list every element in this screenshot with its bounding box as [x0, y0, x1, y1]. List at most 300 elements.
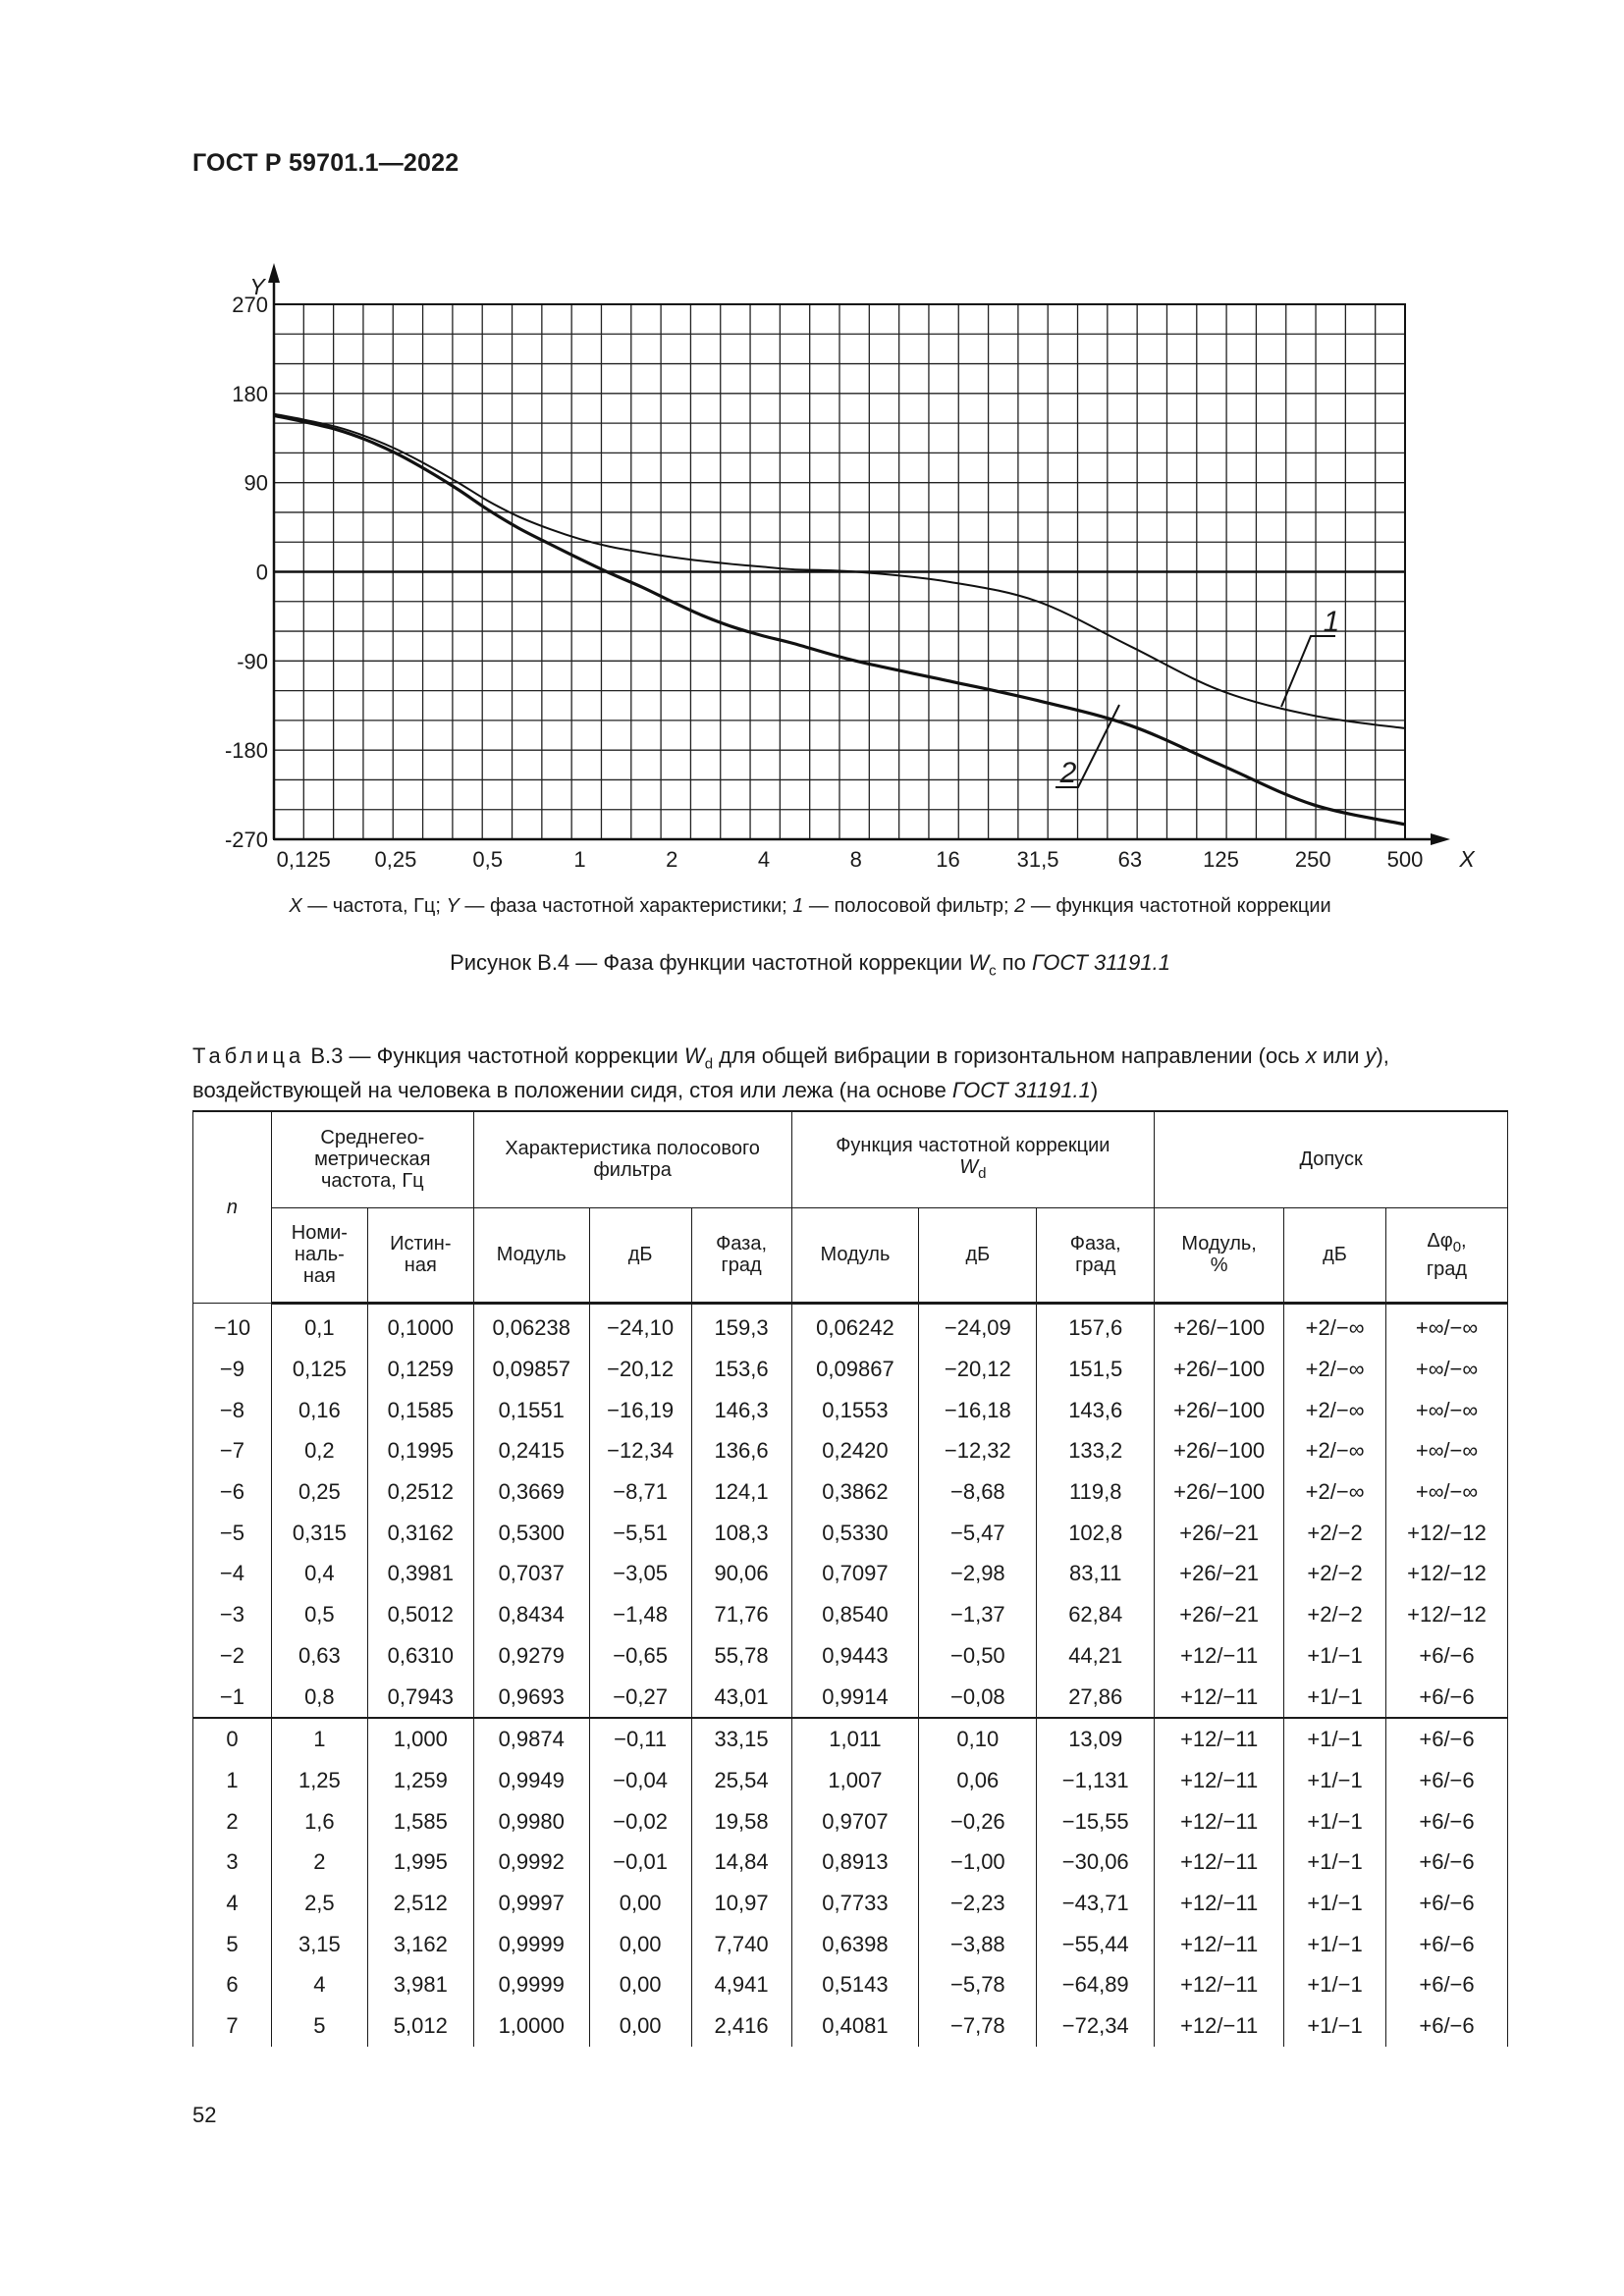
- table-cell: −3,05: [589, 1554, 691, 1595]
- table-cell: 90,06: [691, 1554, 791, 1595]
- table-cell: 0,7733: [791, 1883, 919, 1924]
- x-tick-label: 31,5: [1016, 847, 1059, 872]
- table-cell: +1/−1: [1284, 1718, 1386, 1760]
- table-cell: 0,5330: [791, 1513, 919, 1554]
- table-cell: 1,259: [367, 1760, 473, 1801]
- table-cell: 0,10: [919, 1718, 1037, 1760]
- table-cell: 0,2512: [367, 1471, 473, 1513]
- table-cell: 3,162: [367, 1924, 473, 1965]
- table-cell: −0,50: [919, 1635, 1037, 1677]
- table-row: [193, 1842, 1508, 1883]
- table-cell: 0,9874: [473, 1718, 589, 1760]
- table-cell: 3,981: [367, 1965, 473, 2006]
- table-cell: −5,51: [589, 1513, 691, 1554]
- table-cell: −1,37: [919, 1594, 1037, 1635]
- table-cell: 0,09857: [473, 1349, 589, 1390]
- table-cell: −12,34: [589, 1431, 691, 1472]
- table-cell: 0,315: [271, 1513, 367, 1554]
- table-cell: 1: [271, 1718, 367, 1760]
- th-band-db: дБ: [589, 1207, 691, 1303]
- th-func: Функция частотной коррекции $W_d$: [791, 1111, 1155, 1207]
- table-cell: 25,54: [691, 1760, 791, 1801]
- table-cell: +∞/−∞: [1386, 1390, 1508, 1431]
- table-cell: 5: [271, 2005, 367, 2047]
- table-cell: −7,78: [919, 2005, 1037, 2047]
- table-cell: 0,09867: [791, 1349, 919, 1390]
- table-cell: +1/−1: [1284, 1883, 1386, 1924]
- table-cell: +12/−12: [1386, 1594, 1508, 1635]
- table-row: [193, 1349, 1508, 1390]
- table-cell: +12/−11: [1155, 1842, 1284, 1883]
- legend-text-2: — функция частотной коррекции: [1025, 895, 1331, 917]
- table-cell: +6/−6: [1386, 1842, 1508, 1883]
- table-cell: 0,3862: [791, 1471, 919, 1513]
- table-cell: −5,47: [919, 1513, 1037, 1554]
- y-tick-label: -180: [224, 738, 268, 764]
- x-tick-label: 500: [1386, 847, 1424, 872]
- table-row: [193, 1718, 1508, 1760]
- table-title-w: W: [683, 1043, 705, 1068]
- table-cell: +2/−∞: [1284, 1471, 1386, 1513]
- table-cell: 62,84: [1037, 1594, 1155, 1635]
- table-body: [193, 1303, 1508, 2047]
- table-cell: 0,7097: [791, 1554, 919, 1595]
- table-cell: 1,995: [367, 1842, 473, 1883]
- table-cell: 157,6: [1037, 1303, 1155, 1349]
- table-cell: +6/−6: [1386, 1760, 1508, 1801]
- table-cell: 2: [193, 1801, 272, 1842]
- table-cell: 0,1585: [367, 1390, 473, 1431]
- table-cell: 5: [193, 1924, 272, 1965]
- table-cell: 43,01: [691, 1677, 791, 1719]
- table-cell: +6/−6: [1386, 1635, 1508, 1677]
- table-cell: 19,58: [691, 1801, 791, 1842]
- table-cell: −5,78: [919, 1965, 1037, 2006]
- table-cell: −64,89: [1037, 1965, 1155, 2006]
- table-cell: −0,02: [589, 1801, 691, 1842]
- series-label-1: 1: [1323, 606, 1340, 638]
- table-cell: 0,3669: [473, 1471, 589, 1513]
- table-cell: 0,8: [271, 1677, 367, 1719]
- table-cell: 55,78: [691, 1635, 791, 1677]
- table-cell: +26/−21: [1155, 1513, 1284, 1554]
- table-row: [193, 1390, 1508, 1431]
- table-cell: 2,416: [691, 2005, 791, 2047]
- table-cell: 0,5143: [791, 1965, 919, 2006]
- table-cell: 0,5300: [473, 1513, 589, 1554]
- table-label: Таблица: [192, 1043, 305, 1068]
- table-cell: 7: [193, 2005, 272, 2047]
- table-cell: 1,000: [367, 1718, 473, 1760]
- table-cell: 1,25: [271, 1760, 367, 1801]
- table-row: [193, 1760, 1508, 1801]
- table-cell: 1,6: [271, 1801, 367, 1842]
- table-title-p3: или: [1316, 1043, 1366, 1068]
- table-cell: −8,68: [919, 1471, 1037, 1513]
- table-cell: +12/−11: [1155, 1635, 1284, 1677]
- table-cell: −12,32: [919, 1431, 1037, 1472]
- table-cell: 108,3: [691, 1513, 791, 1554]
- table-cell: +26/−21: [1155, 1594, 1284, 1635]
- table-cell: 0,00: [589, 2005, 691, 2047]
- table-cell: 0,2415: [473, 1431, 589, 1472]
- table-row: [193, 1303, 1508, 1349]
- table-cell: 0,7037: [473, 1554, 589, 1595]
- table-cell: 0,9693: [473, 1677, 589, 1719]
- series-label-2: 2: [1059, 757, 1077, 789]
- x-tick-label: 63: [1117, 847, 1143, 872]
- legend-x-text: — частота, Гц;: [301, 895, 447, 917]
- table-cell: 0,25: [271, 1471, 367, 1513]
- table-cell: 0,1: [271, 1303, 367, 1349]
- table-cell: 153,6: [691, 1349, 791, 1390]
- table-cell: +12/−11: [1155, 2005, 1284, 2047]
- table-cell: 27,86: [1037, 1677, 1155, 1719]
- table-cell: 4: [193, 1883, 272, 1924]
- th-true: Истин- ная: [367, 1207, 473, 1303]
- chart-grid: [268, 263, 1450, 845]
- table-cell: +2/−2: [1284, 1513, 1386, 1554]
- table-cell: −2,98: [919, 1554, 1037, 1595]
- table-cell: −7: [193, 1431, 272, 1472]
- y-tick-label: -90: [237, 649, 268, 674]
- table-cell: +6/−6: [1386, 1801, 1508, 1842]
- table-cell: 6: [193, 1965, 272, 2006]
- table-cell: −24,09: [919, 1303, 1037, 1349]
- table-cell: 0,16: [271, 1390, 367, 1431]
- table-cell: 0,1551: [473, 1390, 589, 1431]
- table-cell: 83,11: [1037, 1554, 1155, 1595]
- table-title-p4: ), воздействующей на человека в положении сидя, стоя или лежа (на основе: [192, 1043, 1389, 1103]
- table-cell: 143,6: [1037, 1390, 1155, 1431]
- table-cell: 0,8434: [473, 1594, 589, 1635]
- table-cell: 0,1995: [367, 1431, 473, 1472]
- table-cell: 0,9914: [791, 1677, 919, 1719]
- table-cell: 0,8913: [791, 1842, 919, 1883]
- legend-y-symbol: Y: [446, 895, 460, 917]
- legend-text-1: — полосовой фильтр;: [803, 895, 1015, 917]
- table-cell: 133,2: [1037, 1431, 1155, 1472]
- table-cell: 0,6310: [367, 1635, 473, 1677]
- table-cell: −8,71: [589, 1471, 691, 1513]
- y-tick-label: 180: [232, 381, 268, 406]
- table-cell: +2/−∞: [1284, 1431, 1386, 1472]
- table-cell: +6/−6: [1386, 1965, 1508, 2006]
- table-title-y: y: [1365, 1043, 1377, 1068]
- table-cell: −9: [193, 1349, 272, 1390]
- table-cell: −15,55: [1037, 1801, 1155, 1842]
- caption-ref: ГОСТ 31191.1: [1031, 950, 1170, 975]
- legend-x-symbol: X: [289, 895, 302, 917]
- table-cell: 151,5: [1037, 1349, 1155, 1390]
- table-cell: +∞/−∞: [1386, 1431, 1508, 1472]
- table-cell: −1,00: [919, 1842, 1037, 1883]
- table-cell: −0,01: [589, 1842, 691, 1883]
- table-cell: −20,12: [919, 1349, 1037, 1390]
- th-func-phase: Фаза, град: [1037, 1207, 1155, 1303]
- table-cell: +∞/−∞: [1386, 1303, 1508, 1349]
- table-cell: 102,8: [1037, 1513, 1155, 1554]
- table-cell: −1: [193, 1677, 272, 1719]
- table-cell: 0,00: [589, 1883, 691, 1924]
- table-cell: −30,06: [1037, 1842, 1155, 1883]
- table-cell: −0,04: [589, 1760, 691, 1801]
- th-nominal: Номи- наль- ная: [271, 1207, 367, 1303]
- table-cell: +1/−1: [1284, 1760, 1386, 1801]
- table-cell: −0,08: [919, 1677, 1037, 1719]
- table-cell: 146,3: [691, 1390, 791, 1431]
- th-tol-modulus: Модуль, %: [1155, 1207, 1284, 1303]
- th-band-phase: Фаза, град: [691, 1207, 791, 1303]
- table-cell: 0,9707: [791, 1801, 919, 1842]
- table-cell: −6: [193, 1471, 272, 1513]
- table-cell: 159,3: [691, 1303, 791, 1349]
- table-cell: 1,585: [367, 1801, 473, 1842]
- table-cell: −0,26: [919, 1801, 1037, 1842]
- table-cell: +2/−∞: [1284, 1390, 1386, 1431]
- x-tick-label: 2: [666, 847, 678, 872]
- table-cell: −1,131: [1037, 1760, 1155, 1801]
- table-row: [193, 2005, 1508, 2047]
- table-cell: −5: [193, 1513, 272, 1554]
- table-title-w-sub: d: [704, 1055, 714, 1073]
- table-row: [193, 1431, 1508, 1472]
- table-cell: 0,9992: [473, 1842, 589, 1883]
- table-cell: +2/−∞: [1284, 1349, 1386, 1390]
- table-row: [193, 1677, 1508, 1719]
- table-cell: −3: [193, 1594, 272, 1635]
- table-cell: +26/−100: [1155, 1471, 1284, 1513]
- table-cell: 136,6: [691, 1431, 791, 1472]
- table-cell: +1/−1: [1284, 1677, 1386, 1719]
- table-cell: 0,2: [271, 1431, 367, 1472]
- table-row: [193, 1471, 1508, 1513]
- table-cell: −10: [193, 1303, 272, 1349]
- table-cell: +1/−1: [1284, 1801, 1386, 1842]
- x-tick-label: 0,25: [374, 847, 417, 872]
- table-cell: −55,44: [1037, 1924, 1155, 1965]
- table-cell: −2,23: [919, 1883, 1037, 1924]
- x-tick-label: 0,5: [472, 847, 503, 872]
- table-row: [193, 1924, 1508, 1965]
- table-cell: 33,15: [691, 1718, 791, 1760]
- table-cell: 3: [193, 1842, 272, 1883]
- x-axis-label: X: [1459, 846, 1475, 872]
- table-cell: 0,3162: [367, 1513, 473, 1554]
- legend-num-1: 1: [792, 895, 804, 917]
- table-cell: 0,9997: [473, 1883, 589, 1924]
- table-title-p5: ): [1090, 1078, 1099, 1103]
- table-cell: 0,7943: [367, 1677, 473, 1719]
- table-cell: 0: [193, 1718, 272, 1760]
- table-cell: 0,1000: [367, 1303, 473, 1349]
- table-row: [193, 1883, 1508, 1924]
- legend-num-2: 2: [1014, 895, 1026, 917]
- table-cell: 2,512: [367, 1883, 473, 1924]
- x-tick-label: 1: [573, 847, 586, 872]
- page-number: 52: [192, 2103, 217, 2127]
- figure-legend: [157, 895, 1463, 918]
- document-header: ГОСТ Р 59701.1—2022: [192, 149, 460, 177]
- x-tick-label: 8: [849, 847, 862, 872]
- table-cell: 0,9443: [791, 1635, 919, 1677]
- table-cell: 1,011: [791, 1718, 919, 1760]
- table-cell: 0,8540: [791, 1594, 919, 1635]
- table-cell: +12/−11: [1155, 1801, 1284, 1842]
- th-func-modulus: Модуль: [791, 1207, 919, 1303]
- table-cell: 2,5: [271, 1883, 367, 1924]
- table-cell: −8: [193, 1390, 272, 1431]
- table-cell: +1/−1: [1284, 1965, 1386, 2006]
- table-cell: 0,1553: [791, 1390, 919, 1431]
- table-cell: +12/−12: [1386, 1513, 1508, 1554]
- table-cell: +1/−1: [1284, 1842, 1386, 1883]
- table-cell: +1/−1: [1284, 1924, 1386, 1965]
- table-cell: 0,4: [271, 1554, 367, 1595]
- table-cell: +26/−100: [1155, 1303, 1284, 1349]
- table-cell: +2/−2: [1284, 1554, 1386, 1595]
- correction-table: [192, 1110, 1508, 2047]
- table-cell: 0,9999: [473, 1965, 589, 2006]
- table-cell: +26/−100: [1155, 1349, 1284, 1390]
- y-tick-label: -270: [224, 828, 268, 852]
- table-cell: +12/−11: [1155, 1760, 1284, 1801]
- th-n: n: [193, 1111, 272, 1303]
- x-tick-label: 16: [936, 847, 960, 872]
- caption-prefix: Рисунок В.4 — Фаза функции частотной коррекции: [450, 950, 969, 975]
- table-cell: 71,76: [691, 1594, 791, 1635]
- table-cell: +12/−11: [1155, 1883, 1284, 1924]
- table-cell: −1,48: [589, 1594, 691, 1635]
- table-cell: +6/−6: [1386, 1924, 1508, 1965]
- table-cell: −4: [193, 1554, 272, 1595]
- table-cell: 0,2420: [791, 1431, 919, 1472]
- table-row: [193, 1965, 1508, 2006]
- table-cell: +6/−6: [1386, 1677, 1508, 1719]
- table-row: [193, 1513, 1508, 1554]
- th-tol-phase: $\Delta\varphi_0$, град: [1386, 1207, 1508, 1303]
- table-cell: −20,12: [589, 1349, 691, 1390]
- table-cell: +∞/−∞: [1386, 1471, 1508, 1513]
- table-title-x: x: [1305, 1043, 1317, 1068]
- table-cell: 0,4081: [791, 2005, 919, 2047]
- table-row: [193, 1801, 1508, 1842]
- table-cell: +26/−100: [1155, 1390, 1284, 1431]
- table-cell: 0,5: [271, 1594, 367, 1635]
- leader-1: [1281, 636, 1335, 707]
- table-cell: +2/−∞: [1284, 1303, 1386, 1349]
- table-cell: +12/−11: [1155, 1677, 1284, 1719]
- table-cell: 0,6398: [791, 1924, 919, 1965]
- th-func-db: дБ: [919, 1207, 1037, 1303]
- table-cell: 0,00: [589, 1924, 691, 1965]
- table-cell: 44,21: [1037, 1635, 1155, 1677]
- table-cell: 1: [193, 1760, 272, 1801]
- table-cell: 0,3981: [367, 1554, 473, 1595]
- figure-caption: [157, 950, 1463, 979]
- table-cell: −0,11: [589, 1718, 691, 1760]
- table-cell: +26/−21: [1155, 1554, 1284, 1595]
- table-cell: 0,06: [919, 1760, 1037, 1801]
- legend-y-text: — фаза частотной характеристики;: [459, 895, 793, 917]
- table-cell: +12/−12: [1386, 1554, 1508, 1595]
- table-cell: −0,27: [589, 1677, 691, 1719]
- table-cell: 7,740: [691, 1924, 791, 1965]
- table-cell: 1,007: [791, 1760, 919, 1801]
- th-band-modulus: Модуль: [473, 1207, 589, 1303]
- table-cell: 124,1: [691, 1471, 791, 1513]
- table-cell: 0,9999: [473, 1924, 589, 1965]
- table-title-p2: для общей вибрации в горизонтальном направлении (ось: [713, 1043, 1306, 1068]
- table-cell: +1/−1: [1284, 1635, 1386, 1677]
- x-tick-label: 125: [1203, 847, 1239, 872]
- table-title-p1: В.3 — Функция частотной коррекции: [304, 1043, 684, 1068]
- table-cell: 3,15: [271, 1924, 367, 1965]
- y-axis-label: Y: [249, 274, 265, 299]
- table-cell: +12/−11: [1155, 1924, 1284, 1965]
- table-cell: +12/−11: [1155, 1718, 1284, 1760]
- table-cell: −43,71: [1037, 1883, 1155, 1924]
- y-tick-label: 270: [232, 293, 268, 317]
- table-cell: −2: [193, 1635, 272, 1677]
- th-band: Характеристика полосового фильтра: [473, 1111, 791, 1207]
- x-tick-label: 250: [1294, 847, 1331, 872]
- table-cell: −24,10: [589, 1303, 691, 1349]
- table-cell: 0,06242: [791, 1303, 919, 1349]
- x-tick-label: 4: [757, 847, 771, 872]
- caption-w: W: [968, 950, 990, 975]
- table-cell: +2/−2: [1284, 1594, 1386, 1635]
- caption-mid: по: [996, 950, 1032, 975]
- table-cell: 4: [271, 1965, 367, 2006]
- y-tick-label: 0: [255, 560, 268, 585]
- table-cell: 0,5012: [367, 1594, 473, 1635]
- x-axis-arrow: [1431, 833, 1450, 845]
- table-cell: +26/−100: [1155, 1431, 1284, 1472]
- table-cell: +6/−6: [1386, 1718, 1508, 1760]
- table-cell: 14,84: [691, 1842, 791, 1883]
- table-cell: 5,012: [367, 2005, 473, 2047]
- table-cell: +12/−11: [1155, 1965, 1284, 2006]
- table-cell: 2: [271, 1842, 367, 1883]
- table-cell: 0,9949: [473, 1760, 589, 1801]
- caption-w-sub: c: [989, 962, 997, 980]
- table-row: [193, 1594, 1508, 1635]
- table-cell: 0,125: [271, 1349, 367, 1390]
- table-cell: +6/−6: [1386, 1883, 1508, 1924]
- table-cell: 0,00: [589, 1965, 691, 2006]
- th-tolerance: Допуск: [1155, 1111, 1508, 1207]
- table-row: [193, 1635, 1508, 1677]
- table-cell: −16,18: [919, 1390, 1037, 1431]
- phase-chart: [0, 0, 1624, 883]
- table-cell: −0,65: [589, 1635, 691, 1677]
- table-cell: 0,63: [271, 1635, 367, 1677]
- table-cell: 0,06238: [473, 1303, 589, 1349]
- y-tick-label: 90: [244, 470, 268, 496]
- table-cell: +∞/−∞: [1386, 1349, 1508, 1390]
- th-tol-db: дБ: [1284, 1207, 1386, 1303]
- table-cell: −3,88: [919, 1924, 1037, 1965]
- table-cell: 13,09: [1037, 1718, 1155, 1760]
- table-cell: +1/−1: [1284, 2005, 1386, 2047]
- table-row: [193, 1554, 1508, 1595]
- table-cell: 119,8: [1037, 1471, 1155, 1513]
- th-freq: Среднегео- метрическая частота, Гц: [271, 1111, 473, 1207]
- table-title-ref: ГОСТ 31191.1: [951, 1078, 1091, 1103]
- table-cell: 0,9980: [473, 1801, 589, 1842]
- y-axis-arrow: [268, 263, 280, 283]
